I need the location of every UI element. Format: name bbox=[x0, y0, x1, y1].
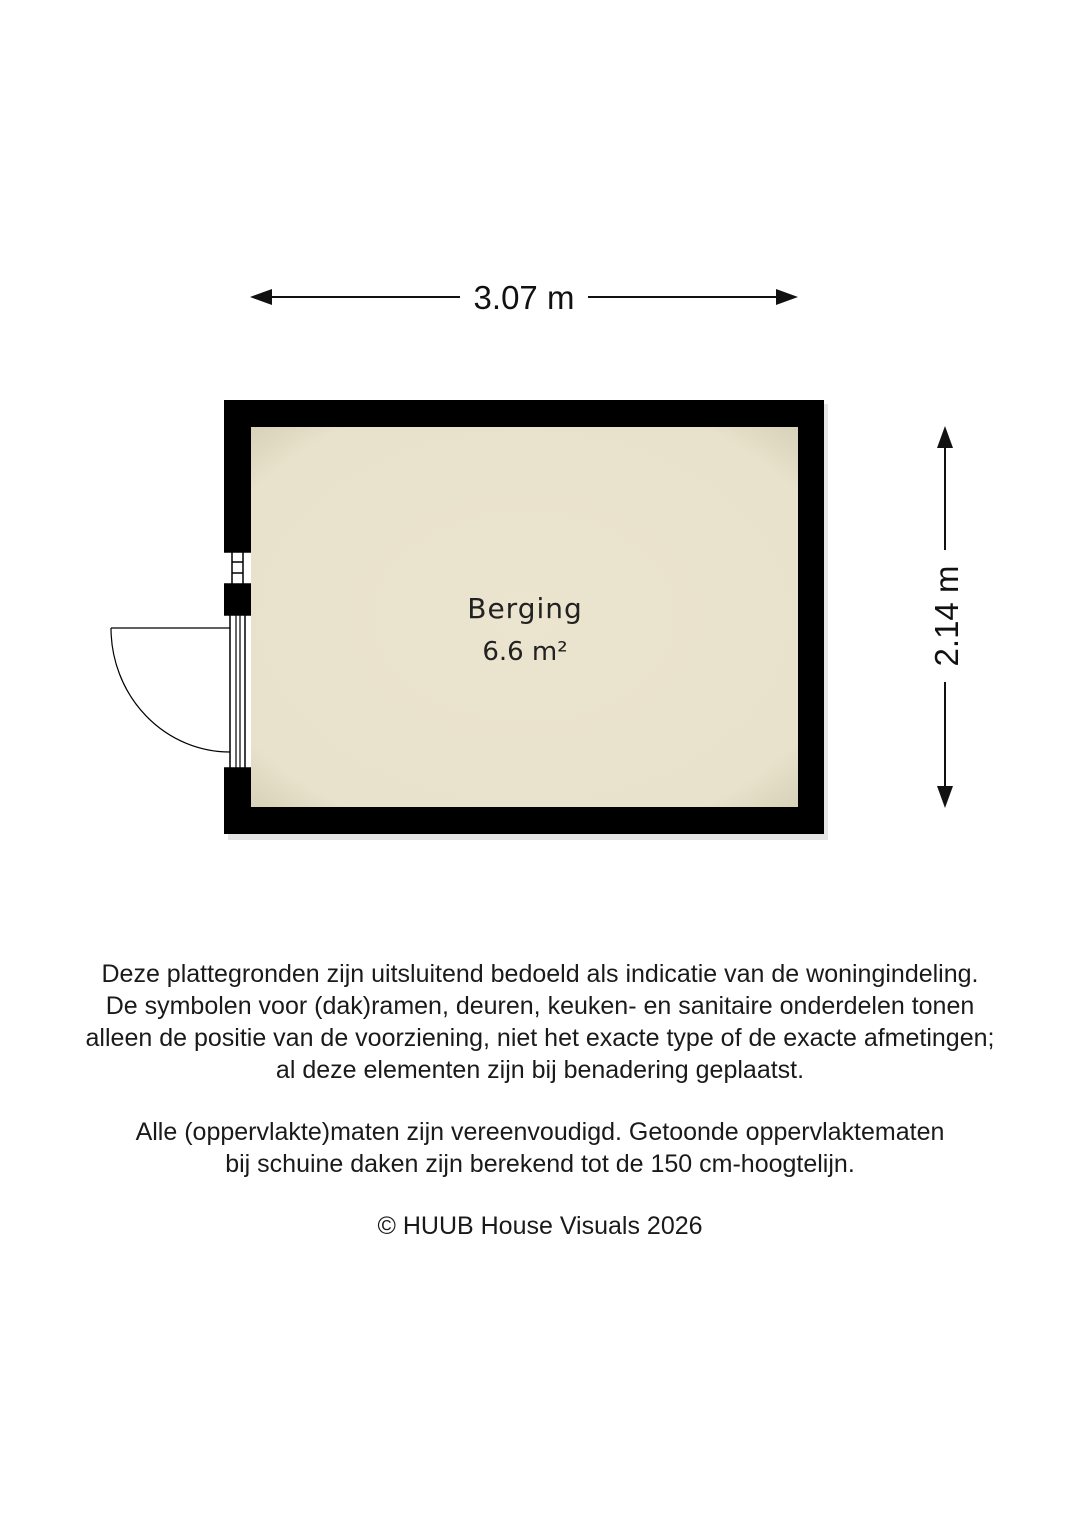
room-berging bbox=[111, 400, 828, 840]
copyright bbox=[0, 1210, 1080, 1242]
door-swing-arc bbox=[111, 628, 230, 752]
width-label: 3.07 m bbox=[473, 279, 575, 316]
disclaimer-line: bij schuine daken zijn berekend tot de 150 cm-hoogtelijn. bbox=[225, 1150, 855, 1178]
height-label: 2.14 m bbox=[928, 565, 965, 667]
arrow-up-icon bbox=[937, 426, 953, 448]
height-dimension bbox=[928, 426, 965, 808]
disclaimer-line: De symbolen voor (dak)ramen, deuren, keuken- en sanitaire onderdelen tonen bbox=[105, 992, 975, 1020]
disclaimer-line: Alle (oppervlakte)maten zijn vereenvoudigd. Getoonde oppervlaktematen bbox=[135, 1118, 945, 1146]
arrow-left-icon bbox=[250, 289, 272, 305]
window bbox=[224, 552, 251, 584]
copyright-text: © HUUB House Visuals 2026 bbox=[377, 1212, 703, 1240]
room-name: Berging bbox=[467, 592, 583, 625]
disclaimer-line: al deze elementen zijn bij benadering geplaatst. bbox=[275, 1056, 805, 1084]
disclaimer-paragraph-2 bbox=[0, 1116, 1080, 1180]
disclaimer-line: Deze plattegronden zijn uitsluitend bedoeld als indicatie van de woningindeling. bbox=[101, 960, 979, 988]
disclaimer bbox=[0, 958, 1080, 1272]
door bbox=[111, 615, 251, 768]
width-dimension bbox=[250, 279, 798, 316]
disclaimer-line: alleen de positie van de voorziening, niet het exacte type of de exacte afmetingen; bbox=[85, 1024, 995, 1052]
arrow-down-icon bbox=[937, 786, 953, 808]
arrow-right-icon bbox=[776, 289, 798, 305]
disclaimer-paragraph-1 bbox=[0, 958, 1080, 1086]
room-area: 6.6 m² bbox=[482, 637, 568, 667]
